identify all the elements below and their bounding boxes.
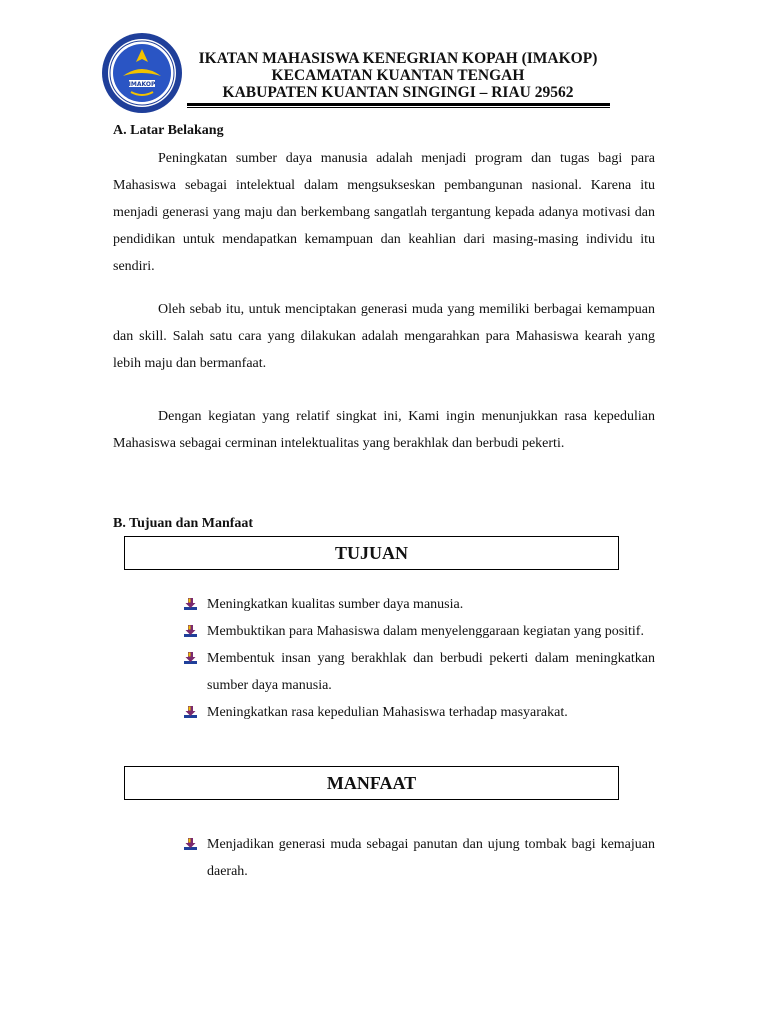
tujuan-list — [184, 591, 655, 726]
manfaat-title-box: MANFAAT — [124, 766, 619, 800]
tujuan-item-text: Meningkatkan kualitas sumber daya manusia. — [207, 597, 464, 612]
section-a-heading: A. Latar Belakang — [113, 123, 224, 138]
org-name: IKATAN MAHASISWA KENEGRIAN KOPAH (IMAKOP) — [198, 50, 598, 67]
list-item — [184, 618, 655, 645]
letterhead-divider-thick — [187, 103, 610, 106]
list-item — [184, 831, 655, 885]
background-paragraph-3: Dengan kegiatan yang relatif singkat ini, Kami ingin menunjukkan rasa kepedulian Mahasiswa sebagai cerminan intelektualitas yang berakhlak dan berbudi pekerti. — [113, 409, 655, 451]
logo-text: IMAKOP — [128, 81, 156, 88]
arrow-bullet-icon — [184, 652, 197, 665]
manfaat-item-text: Menjadikan generasi muda sebagai panutan dan ujung tombak bagi kemajuan daerah. — [207, 837, 655, 879]
arrow-bullet-icon — [184, 706, 197, 719]
letterhead-divider-thin — [187, 107, 610, 108]
arrow-bullet-icon — [184, 598, 197, 611]
tujuan-item-text: Meningkatkan rasa kepedulian Mahasiswa terhadap masyarakat. — [207, 705, 568, 720]
list-item — [184, 591, 655, 618]
letterhead-title — [190, 50, 606, 101]
district-name: KECAMATAN KUANTAN TENGAH — [271, 67, 525, 84]
arrow-bullet-icon — [184, 838, 197, 851]
tujuan-item-text: Membuktikan para Mahasiswa dalam menyelenggaraan kegiatan yang positif. — [207, 624, 644, 639]
org-emblem-icon — [101, 32, 183, 114]
section-b-heading: B. Tujuan dan Manfaat — [113, 516, 254, 531]
tujuan-title-box: TUJUAN — [124, 536, 619, 570]
background-paragraph-1: Peningkatan sumber daya manusia adalah menjadi program dan tugas bagi para Mahasiswa sebagai intelektual dalam mengsukseskan pembangunan nasional. Karena itu menjadi generasi yang maju dan berkembang sangatlah tergantung kepada adanya motivasi dan pendidikan untuk mendapatkan kemampuan dan keahlian dari masing-masing individu itu sendiri. — [113, 151, 655, 274]
regency-address: KABUPATEN KUANTAN SINGINGI – RIAU 29562 — [222, 84, 574, 101]
list-item — [184, 645, 655, 699]
tujuan-item-text: Membentuk insan yang berakhlak dan berbudi pekerti dalam meningkatkan sumber daya manusia. — [207, 651, 655, 693]
manfaat-list — [184, 831, 655, 885]
list-item — [184, 699, 655, 726]
arrow-bullet-icon — [184, 625, 197, 638]
background-paragraph-2: Oleh sebab itu, untuk menciptakan generasi muda yang memiliki berbagai kemampuan dan skill. Salah satu cara yang dilakukan adalah mengarahkan para Mahasiswa kearah yang lebih maju dan bermanfaat. — [113, 302, 655, 371]
